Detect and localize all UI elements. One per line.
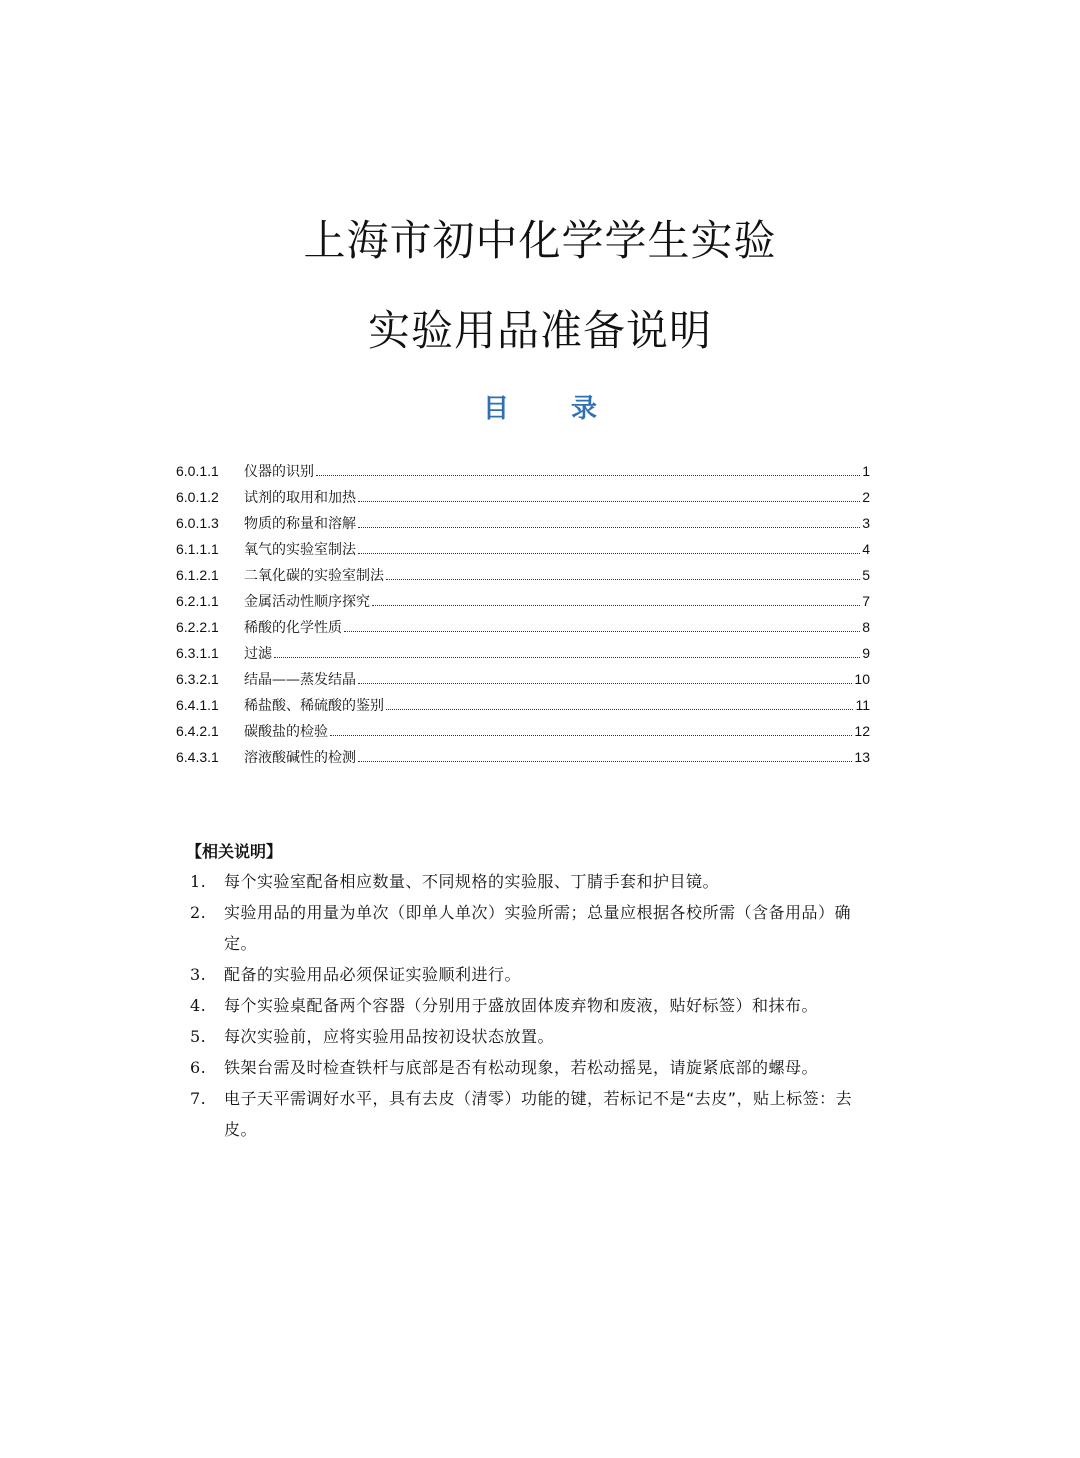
- toc-dot-leader: [344, 631, 860, 632]
- note-item: [186, 1052, 866, 1083]
- note-text: 每次实验前，应将实验用品按初设状态放置。: [224, 1027, 555, 1046]
- toc-dot-leader: [358, 553, 860, 554]
- toc-entry[interactable]: [176, 484, 870, 510]
- toc-entry-title: 仪器的识别: [244, 464, 314, 480]
- toc-entry-number: 6.0.1.1: [176, 463, 219, 479]
- note-text: 配备的实验用品必须保证实验顺利进行。: [224, 965, 522, 984]
- toc-dot-leader: [330, 735, 852, 736]
- note-item: [186, 897, 866, 959]
- notes-section: [186, 838, 866, 1145]
- toc-heading-char2: 录: [571, 394, 598, 424]
- note-item: [186, 959, 866, 990]
- toc-entry-number: 6.0.1.3: [176, 515, 219, 531]
- notes-list: [186, 866, 866, 1145]
- toc-dot-leader: [386, 579, 860, 580]
- toc-dot-leader: [358, 761, 852, 762]
- toc-entry-page: 4: [862, 541, 870, 557]
- toc-entry-title: 氧气的实验室制法: [244, 542, 356, 558]
- toc-entry[interactable]: [176, 562, 870, 588]
- toc-heading: [0, 388, 1080, 425]
- toc-entry-title: 金属活动性顺序探究: [244, 594, 370, 610]
- toc-entry-page: 8: [862, 619, 870, 635]
- note-text: 每个实验桌配备两个容器（分别用于盛放固体废弃物和废液，贴好标签）和抹布。: [224, 996, 819, 1015]
- toc-entry-number: 6.0.1.2: [176, 489, 219, 505]
- toc-entry-title: 稀盐酸、稀硫酸的鉴别: [244, 698, 384, 714]
- toc-entry-number: 6.4.1.1: [176, 697, 219, 713]
- toc-entry[interactable]: [176, 640, 870, 666]
- toc-entry-title: 过滤: [244, 646, 272, 662]
- toc-entry-title: 稀酸的化学性质: [244, 620, 342, 636]
- note-item: [186, 990, 866, 1021]
- toc-dot-leader: [358, 501, 860, 502]
- toc-entry-page: 10: [854, 671, 870, 687]
- toc-dot-leader: [358, 527, 860, 528]
- toc-entry-page: 5: [862, 567, 870, 583]
- toc-entry-number: 6.1.1.1: [176, 541, 219, 557]
- toc-dot-leader: [358, 683, 852, 684]
- toc-entry-number: 6.2.2.1: [176, 619, 219, 635]
- toc-entry-number: 6.3.1.1: [176, 645, 219, 661]
- note-item: [186, 866, 866, 897]
- toc-entry[interactable]: [176, 666, 870, 692]
- note-text: 每个实验室配备相应数量、不同规格的实验服、丁腈手套和护目镜。: [224, 872, 720, 891]
- note-text: 铁架台需及时检查铁杆与底部是否有松动现象，若松动摇晃，请旋紧底部的螺母。: [224, 1058, 819, 1077]
- note-text: 实验用品的用量为单次（即单人单次）实验所需；总量应根据各校所需（含备用品）确定。: [224, 903, 852, 953]
- toc-entry-page: 12: [854, 723, 870, 739]
- toc-entry[interactable]: [176, 744, 870, 770]
- document-title-line2: 实验用品准备说明: [367, 306, 712, 355]
- toc-entry-page: 9: [862, 645, 870, 661]
- note-number: 2.: [190, 903, 207, 922]
- toc-entry-number: 6.1.2.1: [176, 567, 219, 583]
- toc-entry-title: 碳酸盐的检验: [244, 724, 328, 740]
- toc-entry-page: 3: [862, 515, 870, 531]
- note-text: 电子天平需调好水平，具有去皮（清零）功能的键，若标记不是“去皮”，贴上标签：去皮。: [224, 1089, 853, 1139]
- toc-entry-title: 物质的称量和溶解: [244, 516, 356, 532]
- toc-entry[interactable]: [176, 536, 870, 562]
- toc-entry-number: 6.3.2.1: [176, 671, 219, 687]
- toc-entry-number: 6.2.1.1: [176, 593, 219, 609]
- toc-heading-char1: 目: [482, 394, 509, 424]
- toc-entry[interactable]: [176, 718, 870, 744]
- toc-entry-page: 2: [862, 489, 870, 505]
- note-number: 5.: [190, 1027, 207, 1046]
- note-number: 3.: [190, 965, 207, 984]
- toc-entry[interactable]: [176, 458, 870, 484]
- toc-entry-title: 溶液酸碱性的检测: [244, 750, 356, 766]
- note-number: 1.: [190, 872, 207, 891]
- toc-entry[interactable]: [176, 510, 870, 536]
- toc-entry[interactable]: [176, 614, 870, 640]
- note-number: 4.: [190, 996, 207, 1015]
- toc-dot-leader: [316, 475, 860, 476]
- note-item: [186, 1021, 866, 1052]
- toc-entry-title: 二氧化碳的实验室制法: [244, 568, 384, 584]
- toc-entry-title: 结晶——蒸发结晶: [244, 672, 356, 688]
- toc-entry-page: 13: [854, 749, 870, 765]
- toc-entry-title: 试剂的取用和加热: [244, 490, 356, 506]
- toc-dot-leader: [274, 657, 860, 658]
- toc-dot-leader: [386, 709, 853, 710]
- toc-entry[interactable]: [176, 588, 870, 614]
- toc-entry-page: 7: [862, 593, 870, 609]
- notes-heading: 【相关说明】: [186, 842, 283, 861]
- toc-dot-leader: [372, 605, 860, 606]
- toc-entry-number: 6.4.2.1: [176, 723, 219, 739]
- document-title-line1: 上海市初中化学学生实验: [303, 216, 777, 265]
- toc-entry-page: 11: [855, 697, 870, 713]
- table-of-contents: [176, 458, 870, 770]
- toc-entry-page: 1: [862, 463, 870, 479]
- toc-entry[interactable]: [176, 692, 870, 718]
- toc-entry-number: 6.4.3.1: [176, 749, 219, 765]
- note-number: 7.: [190, 1089, 207, 1108]
- note-item: [186, 1083, 866, 1145]
- note-number: 6.: [190, 1058, 207, 1077]
